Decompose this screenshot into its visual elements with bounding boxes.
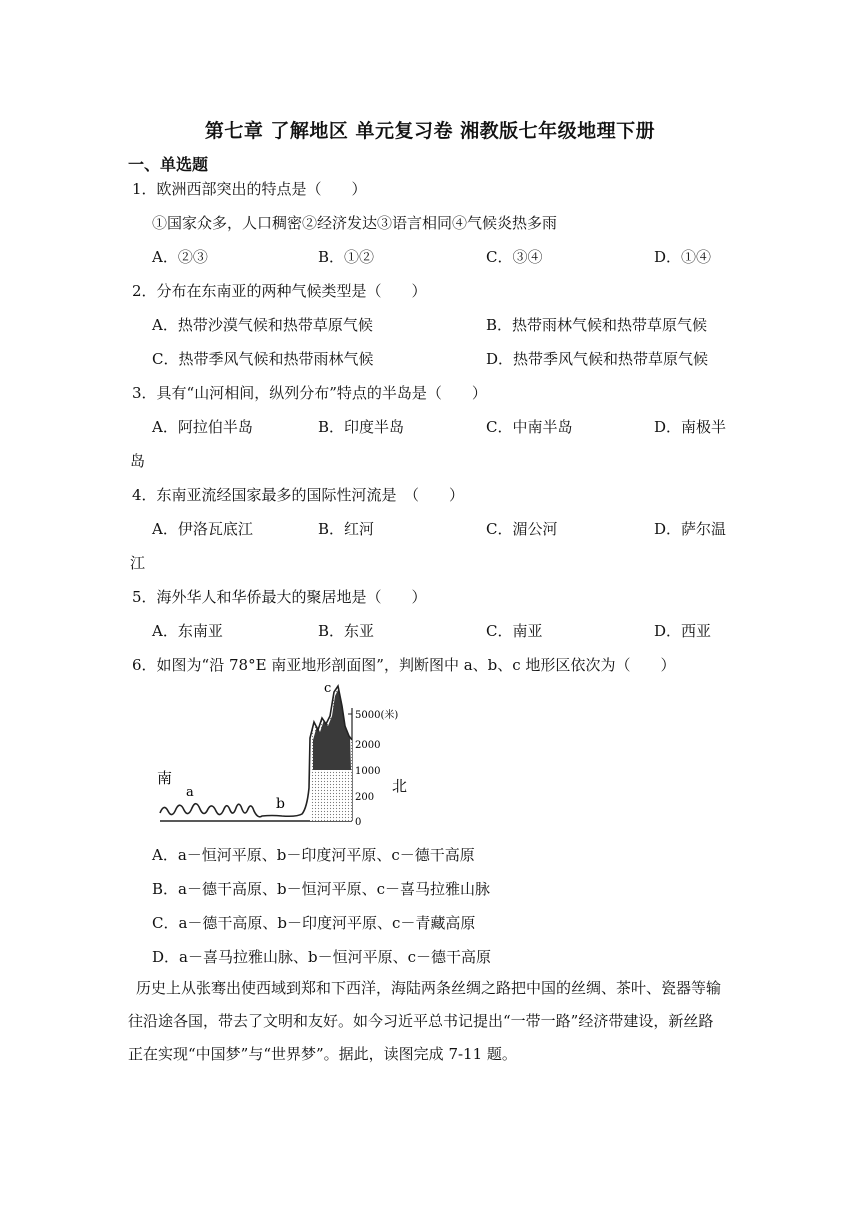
question-4-option-c: C．湄公河 — [486, 520, 558, 538]
question-1-option-c: C．③④ — [486, 248, 543, 266]
question-4-option-d-wrap: 江 — [130, 554, 146, 572]
question-2-option-a: A．热带沙漠气候和热带草原气候 — [152, 316, 373, 334]
north-label: 北 — [392, 777, 408, 795]
question-3-option-d-wrap: 岛 — [130, 452, 146, 470]
question-5-option-d: D．西亚 — [654, 622, 712, 640]
tick-2000: 2000 — [355, 740, 381, 751]
question-1-option-b: B．①② — [318, 248, 375, 266]
question-4-stem: 4．东南亚流经国家最多的国际性河流是 （ ） — [132, 486, 465, 504]
tick-1000: 1000 — [355, 766, 381, 777]
question-2-option-b: B．热带雨林气候和热带草原气候 — [486, 316, 708, 334]
label-b: b — [276, 796, 285, 812]
south-label: 南 — [157, 769, 173, 787]
question-4-option-b: B．红河 — [318, 520, 375, 538]
question-5-stem: 5．海外华人和华侨最大的聚居地是（ ） — [132, 588, 427, 606]
question-6-option-a: A．a－恒河平原、b－印度河平原、c－德干高原 — [152, 846, 475, 864]
page-title: 第七章 了解地区 单元复习卷 湘教版七年级地理下册 — [204, 120, 656, 142]
question-6-option-c: C．a－德干高原、b－印度河平原、c－青藏高原 — [152, 914, 476, 932]
question-4-option-a: A．伊洛瓦底江 — [152, 520, 253, 538]
label-a: a — [186, 785, 194, 800]
question-2-option-d: D．热带季风气候和热带草原气候 — [486, 350, 709, 368]
question-4-option-d: D．萨尔温 — [654, 520, 727, 538]
question-5-option-a: A．东南亚 — [152, 622, 223, 640]
question-1-stem: 1．欧洲西部突出的特点是（ ） — [132, 180, 367, 198]
question-1-statements: ①国家众多，人口稠密②经济发达③语言相同④气候炎热多雨 — [152, 214, 558, 232]
tick-5000: 5000(米) — [355, 710, 399, 721]
question-6-option-b: B．a－德干高原、b－恒河平原、c－喜马拉雅山脉 — [152, 880, 490, 898]
question-6-option-d: D．a－喜马拉雅山脉、b－恒河平原、c－德干高原 — [152, 948, 491, 966]
question-3-option-b: B．印度半岛 — [318, 418, 405, 436]
tick-200: 200 — [355, 792, 375, 803]
question-3-option-d: D．南极半 — [654, 418, 727, 436]
section-heading: 一、单选题 — [128, 155, 209, 174]
terrain-profile-figure — [152, 678, 422, 830]
question-2-stem: 2．分布在东南亚的两种气候类型是（ ） — [132, 282, 427, 300]
question-5-option-c: C．南亚 — [486, 622, 543, 640]
question-5-option-b: B．东亚 — [318, 622, 375, 640]
question-3-option-c: C．中南半岛 — [486, 418, 573, 436]
tick-0: 0 — [355, 817, 362, 828]
question-6-stem: 6．如图为“沿 78°E 南亚地形剖面图”，判断图中 a、b、c 地形区依次为（ ） — [132, 656, 676, 674]
reading-passage: 历史上从张骞出使西域到郑和下西洋，海陆两条丝绸之路把中国的丝绸、茶叶、瓷器等输往沿途各国，带去了文明和友好。如今习近平总书记提出“一带一路”经济带建设，新丝路正在实现“中国梦”与“世界梦”。据此，读图完成 7-11 题。 — [128, 979, 722, 1063]
question-3-stem: 3．具有“山河相间，纵列分布”特点的半岛是（ ） — [132, 384, 487, 402]
label-c: c — [324, 681, 332, 696]
question-2-option-c: C．热带季风气候和热带雨林气候 — [152, 350, 374, 368]
question-1-option-d: D．①④ — [654, 248, 712, 266]
question-1-option-a: A．②③ — [152, 248, 208, 266]
question-3-option-a: A．阿拉伯半岛 — [152, 418, 253, 436]
